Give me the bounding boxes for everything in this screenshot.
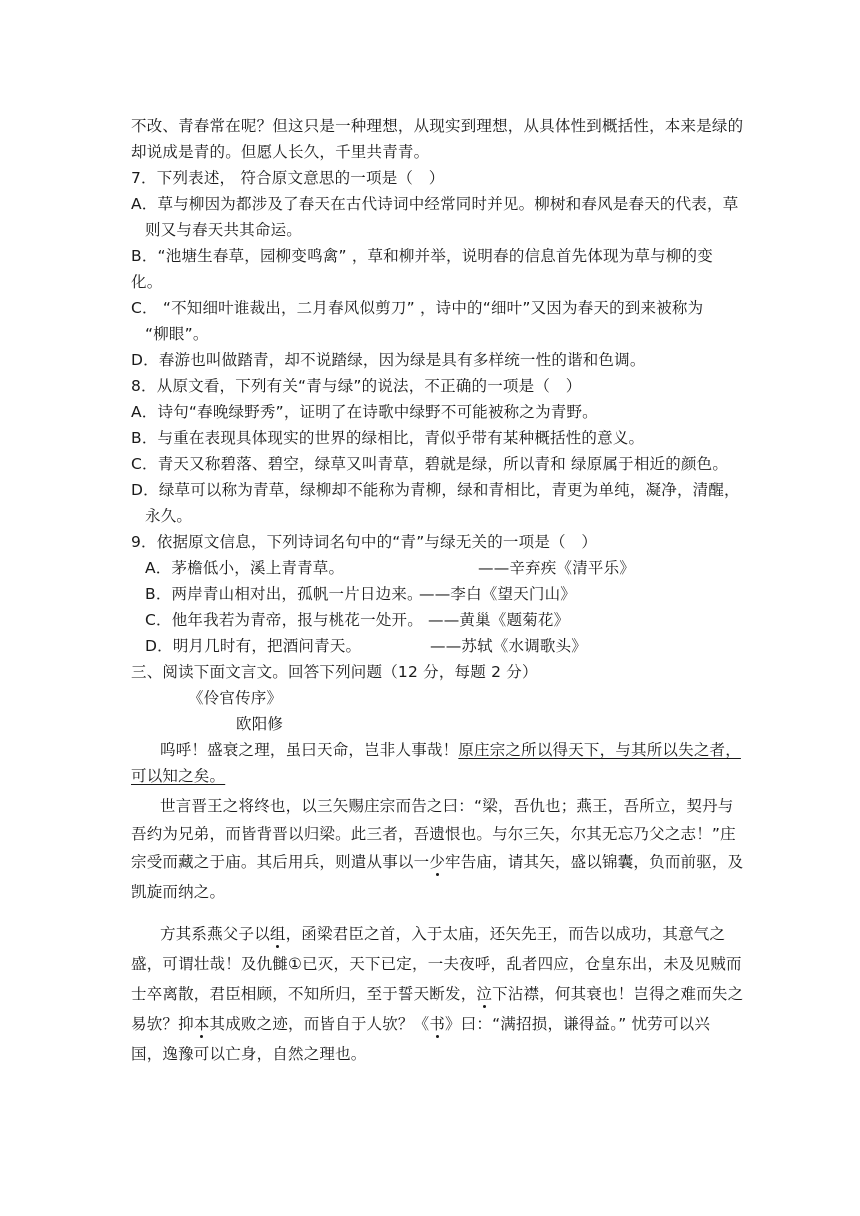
emphasized-char: 组: [269, 925, 286, 943]
text-line: 不改、青春常在呢？但这只是一种理想，从现实到理想，从具体性到概括性，本来是绿的: [131, 117, 744, 135]
passage-text: 方其系燕父子以: [160, 925, 270, 943]
underlined-sentence-cont: 可以知之矣。: [131, 767, 226, 785]
q7-option-c-cont: “柳眼”。: [145, 325, 209, 343]
q7-option-a: A．草与柳因为都涉及了春天在古代诗词中经常同时并见。柳树和春风是春天的代表，草: [131, 195, 739, 213]
passage-text: 其成败之迹，而皆自于人欤？《: [209, 1015, 430, 1033]
q9-option-d: D．明月几时有，把酒问青天。: [145, 637, 362, 655]
passage-text: ，函梁君臣之首，入于太庙，还矢先王，而告以成功，其意气之: [285, 925, 726, 943]
emphasized-char: 书: [429, 1015, 446, 1033]
q9-option-d-source: ——苏轼《水调歌头》: [430, 637, 588, 655]
passage-author: 欧阳修: [236, 715, 284, 733]
passage-text: 士卒离散，君臣相顾，不知所归，至于誓天断发，: [131, 985, 477, 1003]
q9-option-c: C．他年我若为青帝，报与桃花一处开。: [145, 611, 423, 629]
passage-line: 盛，可谓壮哉！及仇雠①已灭，天下已定，一夫夜呼，乱者四应，仓皇东出，未及见贼而: [131, 955, 742, 973]
q7-option-b: B．“池塘生春草，园柳变鸣禽” ，草和柳并举，说明春的信息首先体现为草与柳的变: [131, 247, 713, 265]
passage-text: 》曰：“满招损，谦得益。” 忧劳可以兴: [445, 1015, 711, 1033]
q8-option-a: A．诗句“春晚绿野秀”，证明了在诗歌中绿野不可能被称之为青野。: [131, 403, 598, 421]
q8-option-d: D．绿草可以称为青草，绿柳却不能称为青柳，绿和青相比，青更为单纯，凝净，清醒，: [131, 481, 740, 499]
q9-option-c-source: ——黄巢《题菊花》: [428, 611, 570, 629]
emphasized-char: 本: [193, 1015, 210, 1033]
q7-option-d: D．春游也叫做踏青，却不说踏绿，因为绿是具有多样统一性的谐和色调。: [131, 351, 646, 369]
q8-option-c: C．青天又称碧落、碧空，绿草又叫青草，碧就是绿，所以青和 绿原属于相近的颜色。: [131, 455, 729, 473]
passage-text: 呜呼！盛衰之理，虽曰天命，岂非人事哉！: [160, 741, 459, 759]
passage-paragraph-1: [160, 740, 741, 760]
q9-option-b-source: ——李白《望天门山》: [419, 585, 577, 603]
emphasized-char: 泣: [476, 985, 493, 1003]
q9-option-b: B．两岸青山相对出，孤帆一片日边来。: [145, 585, 423, 603]
q9-option-a: A．茅檐低小，溪上青青草。: [145, 559, 345, 577]
passage-text: 下沾襟，何其衰也！岂得之难而失之: [492, 985, 744, 1003]
section-heading: 三、阅读下面文言文。回答下列问题（12 分，每题 2 分）: [131, 663, 538, 681]
passage-line: 国，逸豫可以亡身，自然之理也。: [131, 1045, 367, 1063]
q8-option-b: B．与重在表现具体现实的世界的绿相比，青似乎带有某种概括性的意义。: [131, 429, 645, 447]
passage-text: 牢告庙，请其矢，盛以锦囊，负而前驱，及: [445, 853, 744, 871]
emphasized-char: 少: [429, 853, 446, 871]
passage-line: 吾约为兄弟，而皆背晋以归梁。此三者，吾遗恨也。与尔三矢，尔其无忘乃父之志！”庄: [131, 825, 736, 843]
q8-option-d-cont: 永久。: [145, 507, 193, 525]
q7-option-c: C． “不知细叶谁裁出，二月春风似剪刀” ，诗中的“细叶”又因为春天的到来被称为: [131, 299, 704, 317]
passage-text: 易欤？抑: [131, 1015, 194, 1033]
passage-line: [131, 1014, 710, 1034]
passage-line: 凯旋而纳之。: [131, 883, 226, 901]
question-9-stem: 9．依据原文信息，下列诗词名句中的“青”与绿无关的一项是（ ）: [131, 533, 598, 551]
passage-paragraph-3: [160, 924, 725, 944]
q7-option-b-cont: 化。: [131, 273, 163, 291]
passage-paragraph-2: 世言晋王之将终也，以三矢赐庄宗而告之曰：“梁，吾仇也；燕王，吾所立，契丹与: [160, 797, 734, 815]
question-7-stem: 7．下列表述， 符合原文意思的一项是（ ）: [131, 169, 445, 187]
question-8-stem: 8．从原文看，下列有关“青与绿”的说法，不正确的一项是（ ）: [131, 377, 582, 395]
passage-line: [131, 984, 743, 1004]
passage-text: 宗受而藏之于庙。其后用兵，则遣从事以一: [131, 853, 430, 871]
text-line: 却说成是青的。但愿人长久，千里共青青。: [131, 143, 430, 161]
passage-line: [131, 852, 743, 872]
underlined-sentence: 原庄宗之所以得天下，与其所以失之者，: [458, 741, 741, 759]
passage-title: 《伶官传序》: [188, 689, 283, 707]
q7-option-a-cont: 则又与春天共其命运。: [145, 221, 303, 239]
q9-option-a-source: ——辛弃疾《清平乐》: [478, 559, 636, 577]
